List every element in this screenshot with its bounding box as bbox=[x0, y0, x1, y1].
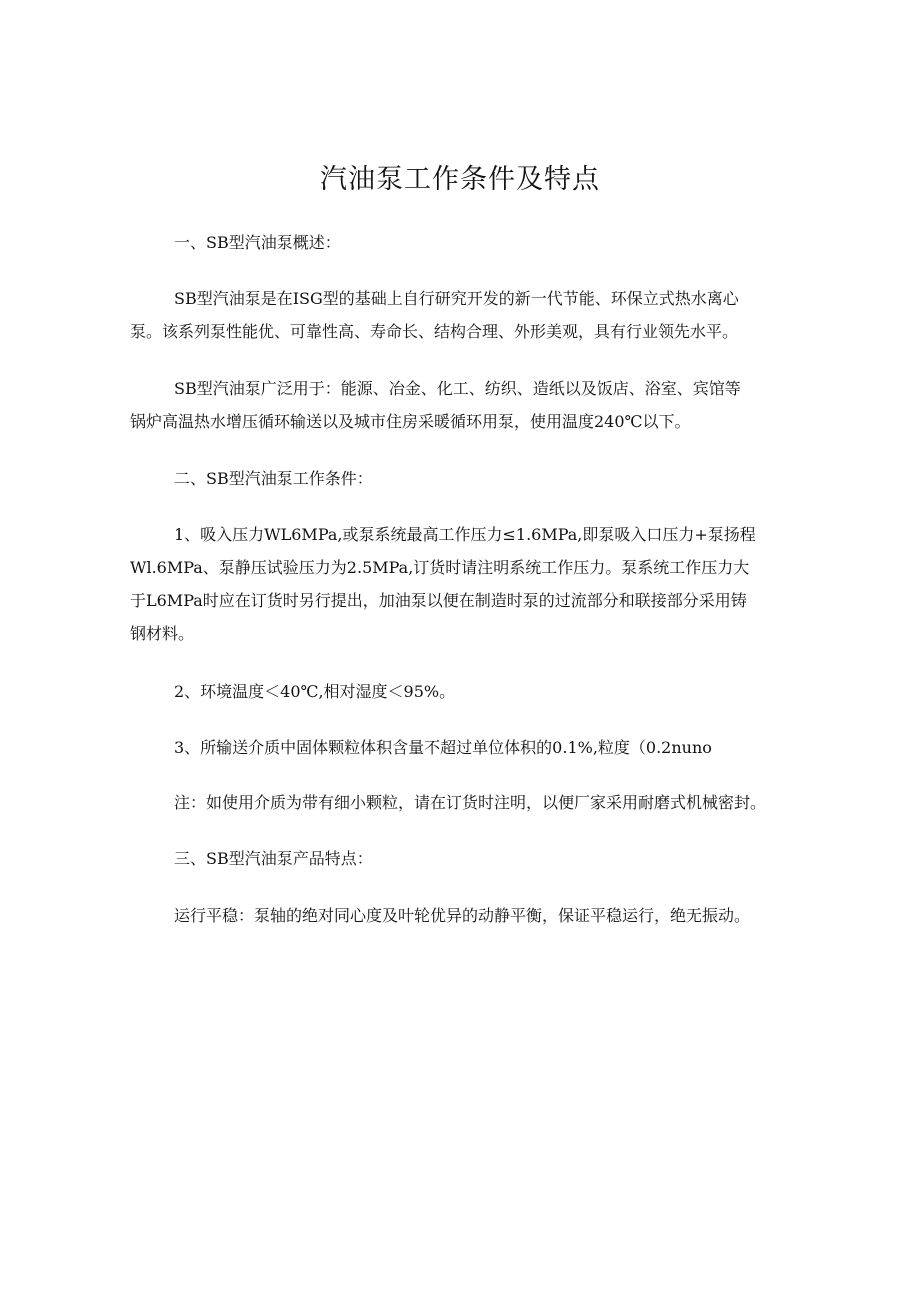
section-1-paragraph-2-line-1: SB型汽油泵广泛用于：能源、冶金、化工、纺织、造纸以及饭店、浴室、宾馆等 bbox=[174, 379, 741, 398]
section-1-paragraph-1-line-2: 泵。该系列泵性能优、可靠性高、寿命长、结构合理、外形美观，具有行业领先水平。 bbox=[130, 322, 739, 341]
section-2-item-1-line-2: Wl.6MPa、泵静压试验压力为2.5MPa,订货时请注明系统工作压力。泵系统工作压力大 bbox=[130, 558, 750, 577]
section-2-item-1-line-1: 1、吸入压力WL6MPa,或泵系统最高工作压力≤1.6MPa,即泵吸入口压力+泵扬程 bbox=[174, 525, 756, 544]
document-title: 汽油泵工作条件及特点 bbox=[320, 164, 600, 195]
section-1-heading: 一、SB型汽油泵概述： bbox=[174, 233, 341, 252]
section-2-item-1-line-4: 钢材料。 bbox=[130, 624, 195, 643]
section-2-item-3: 3、所输送介质中固体颗粒体积含量不超过单位体积的0.1%,粒度（0.2nuno bbox=[174, 738, 712, 757]
section-3-paragraph-1: 运行平稳：泵轴的绝对同心度及叶轮优异的动静平衡，保证平稳运行，绝无振动。 bbox=[174, 906, 751, 925]
section-2-heading: 二、SB型汽油泵工作条件： bbox=[174, 469, 373, 488]
section-3-heading: 三、SB型汽油泵产品特点： bbox=[174, 849, 373, 868]
section-2-item-2: 2、环境温度＜40℃,相对湿度＜95%。 bbox=[174, 682, 456, 701]
section-2-note: 注：如使用介质为带有细小颗粒，请在订货时注明，以便厂家采用耐磨式机械密封。 bbox=[174, 793, 767, 812]
section-1-paragraph-1-line-1: SB型汽油泵是在ISG型的基础上自行研究开发的新一代节能、环保立式热水离心 bbox=[174, 289, 739, 308]
section-1-paragraph-2-line-2: 锅炉高温热水增压循环输送以及城市住房采暖循环用泵，使用温度240℃以下。 bbox=[130, 412, 691, 431]
section-2-item-1-line-3: 于L6MPa时应在订货时另行提出，加油泵以便在制造时泵的过流部分和联接部分采用铸 bbox=[130, 591, 747, 610]
